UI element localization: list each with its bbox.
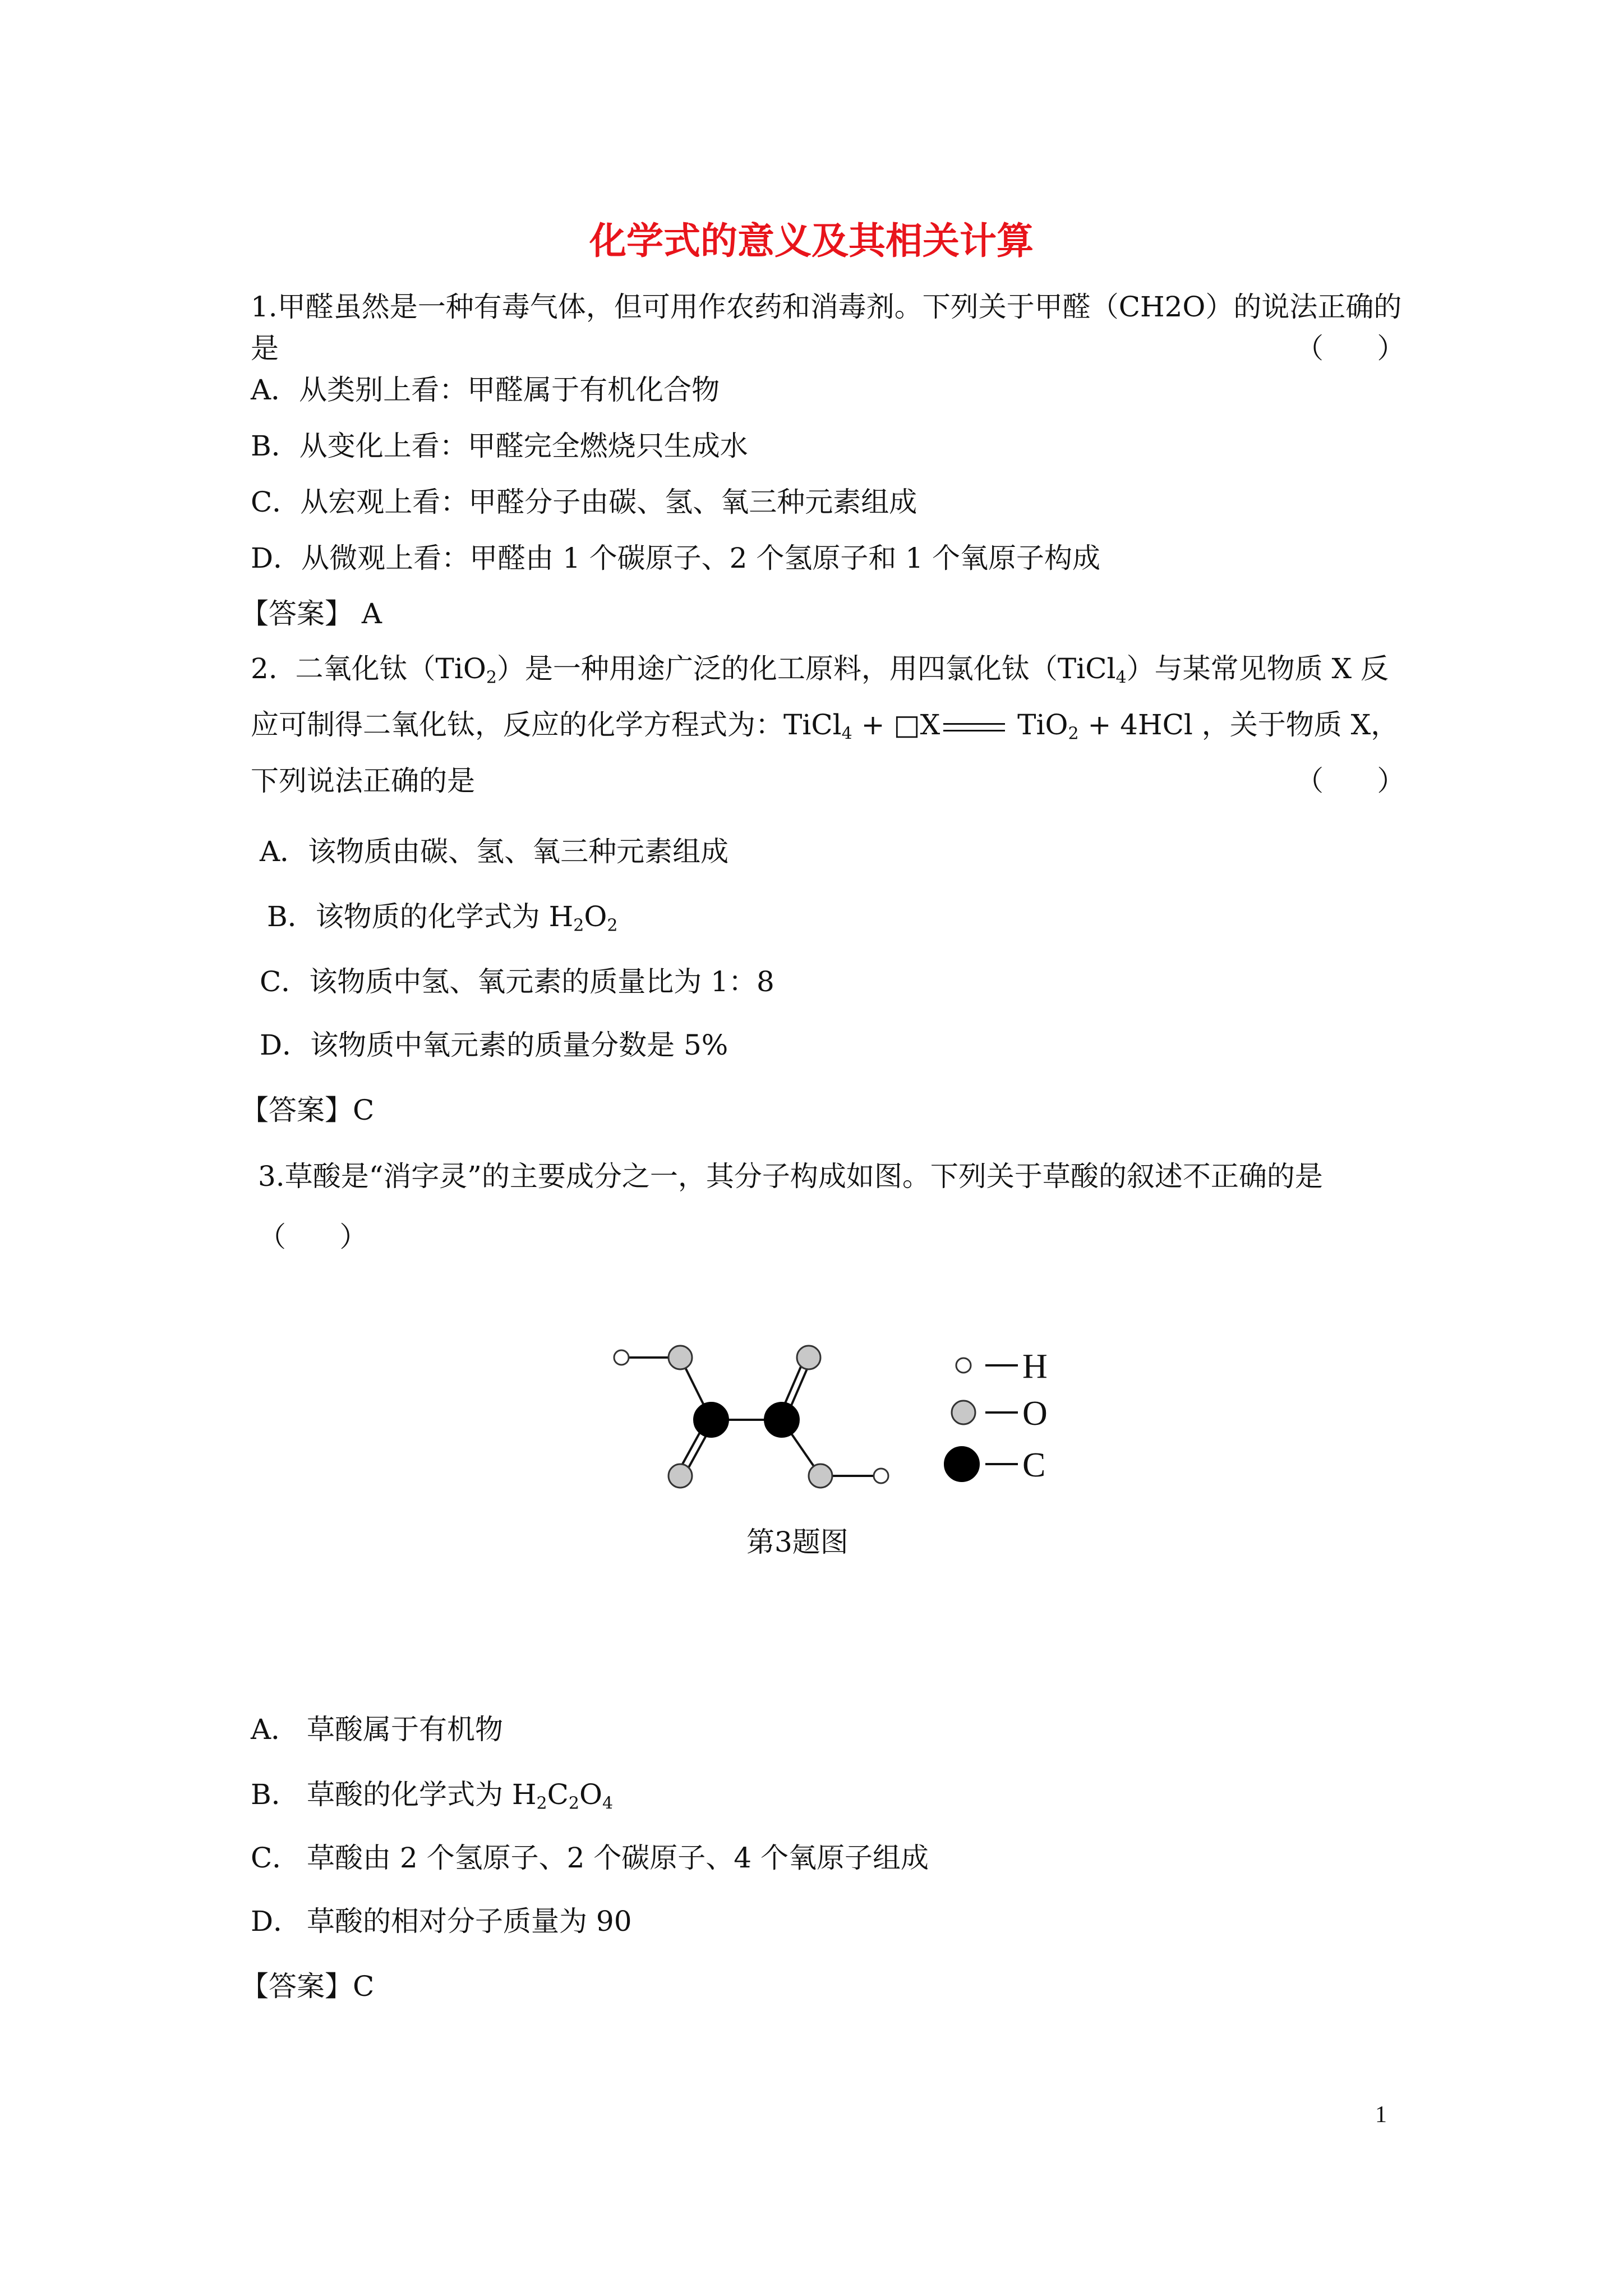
q3-option-a-label: A． bbox=[251, 1713, 299, 1746]
q3-option-b-text-2: C bbox=[547, 1778, 569, 1811]
q3-option-b-text-3: O bbox=[579, 1778, 602, 1811]
oxygen-atom-bottom-right bbox=[809, 1464, 832, 1488]
q3-option-d-text: 草酸的相对分子质量为 90 bbox=[307, 1905, 632, 1938]
q2-option-b bbox=[267, 900, 618, 936]
q1-option-a: A．从类别上看：甲醛属于有机化合物 bbox=[251, 374, 720, 406]
q2-line1-subscript-2: 4 bbox=[1115, 668, 1127, 688]
q1-option-d: D．从微观上看：甲醛由 1 个碳原子、2 个氢原子和 1 个氧原子构成 bbox=[251, 542, 1100, 574]
q1-option-b: B．从变化上看：甲醛完全燃烧只生成水 bbox=[251, 430, 748, 462]
q1-answer: 【答案】 A bbox=[241, 597, 382, 630]
q3-answer: 【答案】C bbox=[241, 1970, 375, 2003]
q3-stem-line1: 3.草酸是“消字灵”的主要成分之一，其分子构成如图。下列关于草酸的叙述不正确的是 bbox=[258, 1160, 1323, 1193]
q2-line2-subscript-2: 2 bbox=[1068, 724, 1079, 744]
legend-hydrogen-swatch bbox=[956, 1358, 971, 1373]
q1-stem-line1: 1.甲醛虽然是一种有毒气体，但可用作农药和消毒剂。下列关于甲醛（CH2O）的说法正确的 bbox=[251, 291, 1402, 323]
q3-option-b-text bbox=[307, 1778, 614, 1814]
q3-option-b-subscript-3: 4 bbox=[602, 1793, 614, 1814]
reaction-equals-sign bbox=[943, 723, 1005, 731]
q2-option-a: A．该物质由碳、氢、氧三种元素组成 bbox=[260, 835, 729, 868]
q2-option-b-subscript-2: 2 bbox=[607, 915, 618, 936]
q2-stem-line3: 下列说法正确的是 bbox=[251, 765, 475, 797]
q2-line2-text-1: 应可制得二氧化钛，反应的化学方程式为：TiCl bbox=[251, 708, 842, 741]
q3-answer-blank: （ ） bbox=[258, 1221, 368, 1253]
q2-line1-text-3: ）与某常见物质 X 反 bbox=[1126, 652, 1389, 685]
q2-line2-subscript-1: 4 bbox=[841, 724, 852, 744]
legend-oxygen-label: O bbox=[1022, 1395, 1048, 1433]
oxygen-atom-top-right bbox=[797, 1346, 820, 1369]
legend-oxygen-swatch bbox=[952, 1401, 975, 1424]
q2-line1-text-1: 2. 二氧化钛（TiO bbox=[251, 652, 486, 685]
q2-answer: 【答案】C bbox=[241, 1094, 375, 1126]
q2-option-d: D．该物质中氧元素的质量分数是 5% bbox=[260, 1029, 728, 1061]
q3-option-b-subscript-2: 2 bbox=[568, 1793, 579, 1814]
q3-option-b-subscript-1: 2 bbox=[536, 1793, 547, 1814]
page-title: 化学式的意义及其相关计算 bbox=[589, 219, 1034, 263]
q3-option-a-text: 草酸属于有机物 bbox=[307, 1713, 503, 1746]
q1-option-c: C．从宏观上看：甲醛分子由碳、氢、氧三种元素组成 bbox=[251, 486, 917, 518]
oxalic-acid-molecule-figure bbox=[583, 1324, 1088, 1509]
legend-carbon-swatch bbox=[944, 1447, 979, 1481]
q3-option-b-text-1: 草酸的化学式为 H bbox=[307, 1778, 537, 1811]
q3-option-b-label: B． bbox=[251, 1778, 299, 1811]
hydrogen-atom-right bbox=[874, 1469, 888, 1483]
hydrogen-atom-left bbox=[614, 1350, 629, 1365]
legend-carbon-label: C bbox=[1022, 1446, 1046, 1484]
q2-option-b-subscript-1: 2 bbox=[573, 915, 584, 936]
q2-option-b-text-1: B．该物质的化学式为 H bbox=[267, 900, 574, 933]
q3-option-c-label: C． bbox=[251, 1842, 301, 1874]
q2-stem-line2 bbox=[251, 708, 1399, 744]
q1-answer-blank: （ ） bbox=[1295, 332, 1405, 365]
q3-option-d-label: D． bbox=[251, 1905, 302, 1938]
q2-answer-blank: （ ） bbox=[1295, 765, 1405, 797]
q2-line2-text-2: + □X bbox=[852, 708, 940, 741]
carbon-atom-right bbox=[764, 1402, 799, 1437]
oxygen-atom-top-left bbox=[668, 1346, 692, 1369]
q2-line1-subscript-1: 2 bbox=[486, 668, 497, 688]
q2-option-b-text-2: O bbox=[584, 900, 607, 933]
q2-stem-line1 bbox=[251, 652, 1389, 688]
carbon-atom-left bbox=[694, 1402, 728, 1437]
q2-option-c: C．该物质中氢、氧元素的质量比为 1：8 bbox=[260, 965, 774, 998]
q3-option-c-text: 草酸由 2 个氢原子、2 个碳原子、4 个氧原子组成 bbox=[307, 1842, 929, 1874]
oxygen-atom-bottom-left bbox=[668, 1464, 692, 1488]
q2-line1-text-2: ）是一种用途广泛的化工原料，用四氯化钛（TiCl bbox=[496, 652, 1116, 685]
q2-line2-text-4: + 4HCl ，关于物质 X， bbox=[1078, 708, 1399, 741]
page-number: 1 bbox=[1375, 2102, 1387, 2128]
q2-line2-text-3: TiO bbox=[1008, 708, 1068, 741]
q1-stem-line2: 是 bbox=[251, 332, 279, 365]
figure-caption: 第3题图 bbox=[746, 1526, 849, 1558]
legend-hydrogen-label: H bbox=[1022, 1347, 1048, 1386]
